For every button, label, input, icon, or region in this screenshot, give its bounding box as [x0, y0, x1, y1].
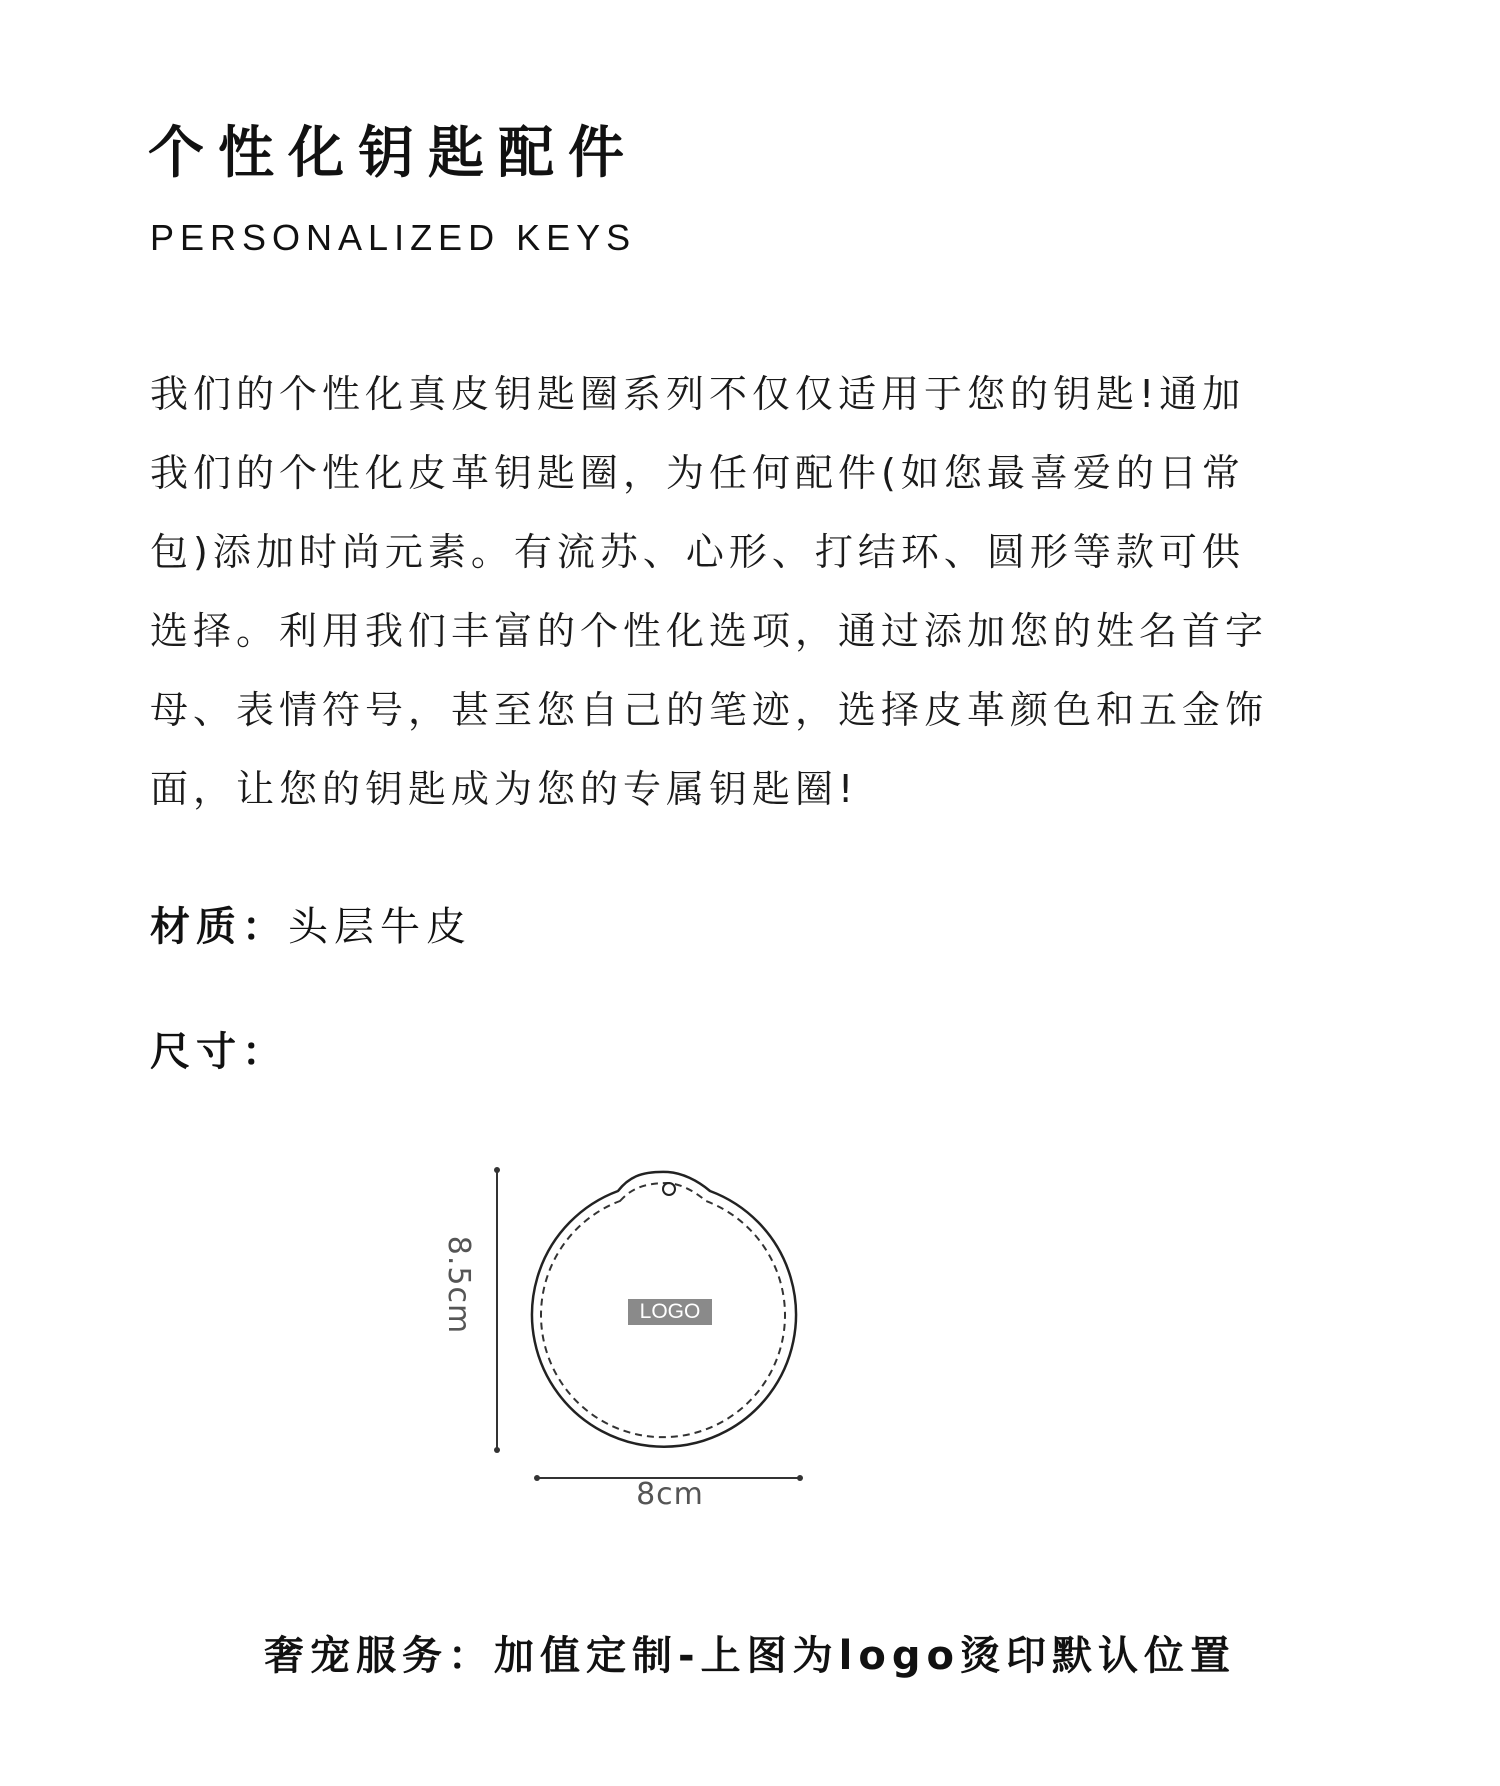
height-dimension-endpoint-bottom: [494, 1447, 500, 1453]
width-dimension-endpoint-left: [534, 1475, 540, 1481]
material-spec: [150, 902, 472, 952]
service-note: 奢宠服务：加值定制-上图为logo烫印默认位置: [264, 1633, 1236, 1679]
logo-placement-badge: LOGO: [628, 1299, 712, 1325]
material-value: 头层牛皮: [288, 904, 472, 950]
keychain-size-diagram: [440, 1150, 840, 1540]
description-line: 面，让您的钥匙成为您的专属钥匙圈!: [150, 767, 859, 811]
page-title: 个性化钥匙配件: [148, 121, 638, 186]
description-line: 我们的个性化真皮钥匙圈系列不仅仅适用于您的钥匙!通加: [150, 372, 1246, 416]
description-line: 选择。利用我们丰富的个性化选项，通过添加您的姓名首字: [150, 609, 1269, 653]
size-label: 尺寸：: [150, 1029, 288, 1075]
description-line: 包)添加时尚元素。有流苏、心形、打结环、圆形等款可供: [150, 530, 1245, 574]
width-dimension-endpoint-right: [797, 1475, 803, 1481]
material-label: 材质：: [150, 904, 288, 950]
page-subtitle: PERSONALIZED KEYS: [150, 217, 637, 258]
width-dimension-label: 8cm: [636, 1477, 704, 1512]
height-dimension-label: 8.5cm: [441, 1235, 476, 1335]
key-ring-hole: [663, 1183, 675, 1195]
description-line: 母、表情符号，甚至您自己的笔迹，选择皮革颜色和五金饰: [150, 688, 1269, 732]
height-dimension-endpoint-top: [494, 1167, 500, 1173]
size-spec: [150, 1027, 288, 1077]
product-description: [150, 355, 1350, 829]
description-line: 我们的个性化皮革钥匙圈，为任何配件(如您最喜爱的日常: [150, 451, 1245, 495]
